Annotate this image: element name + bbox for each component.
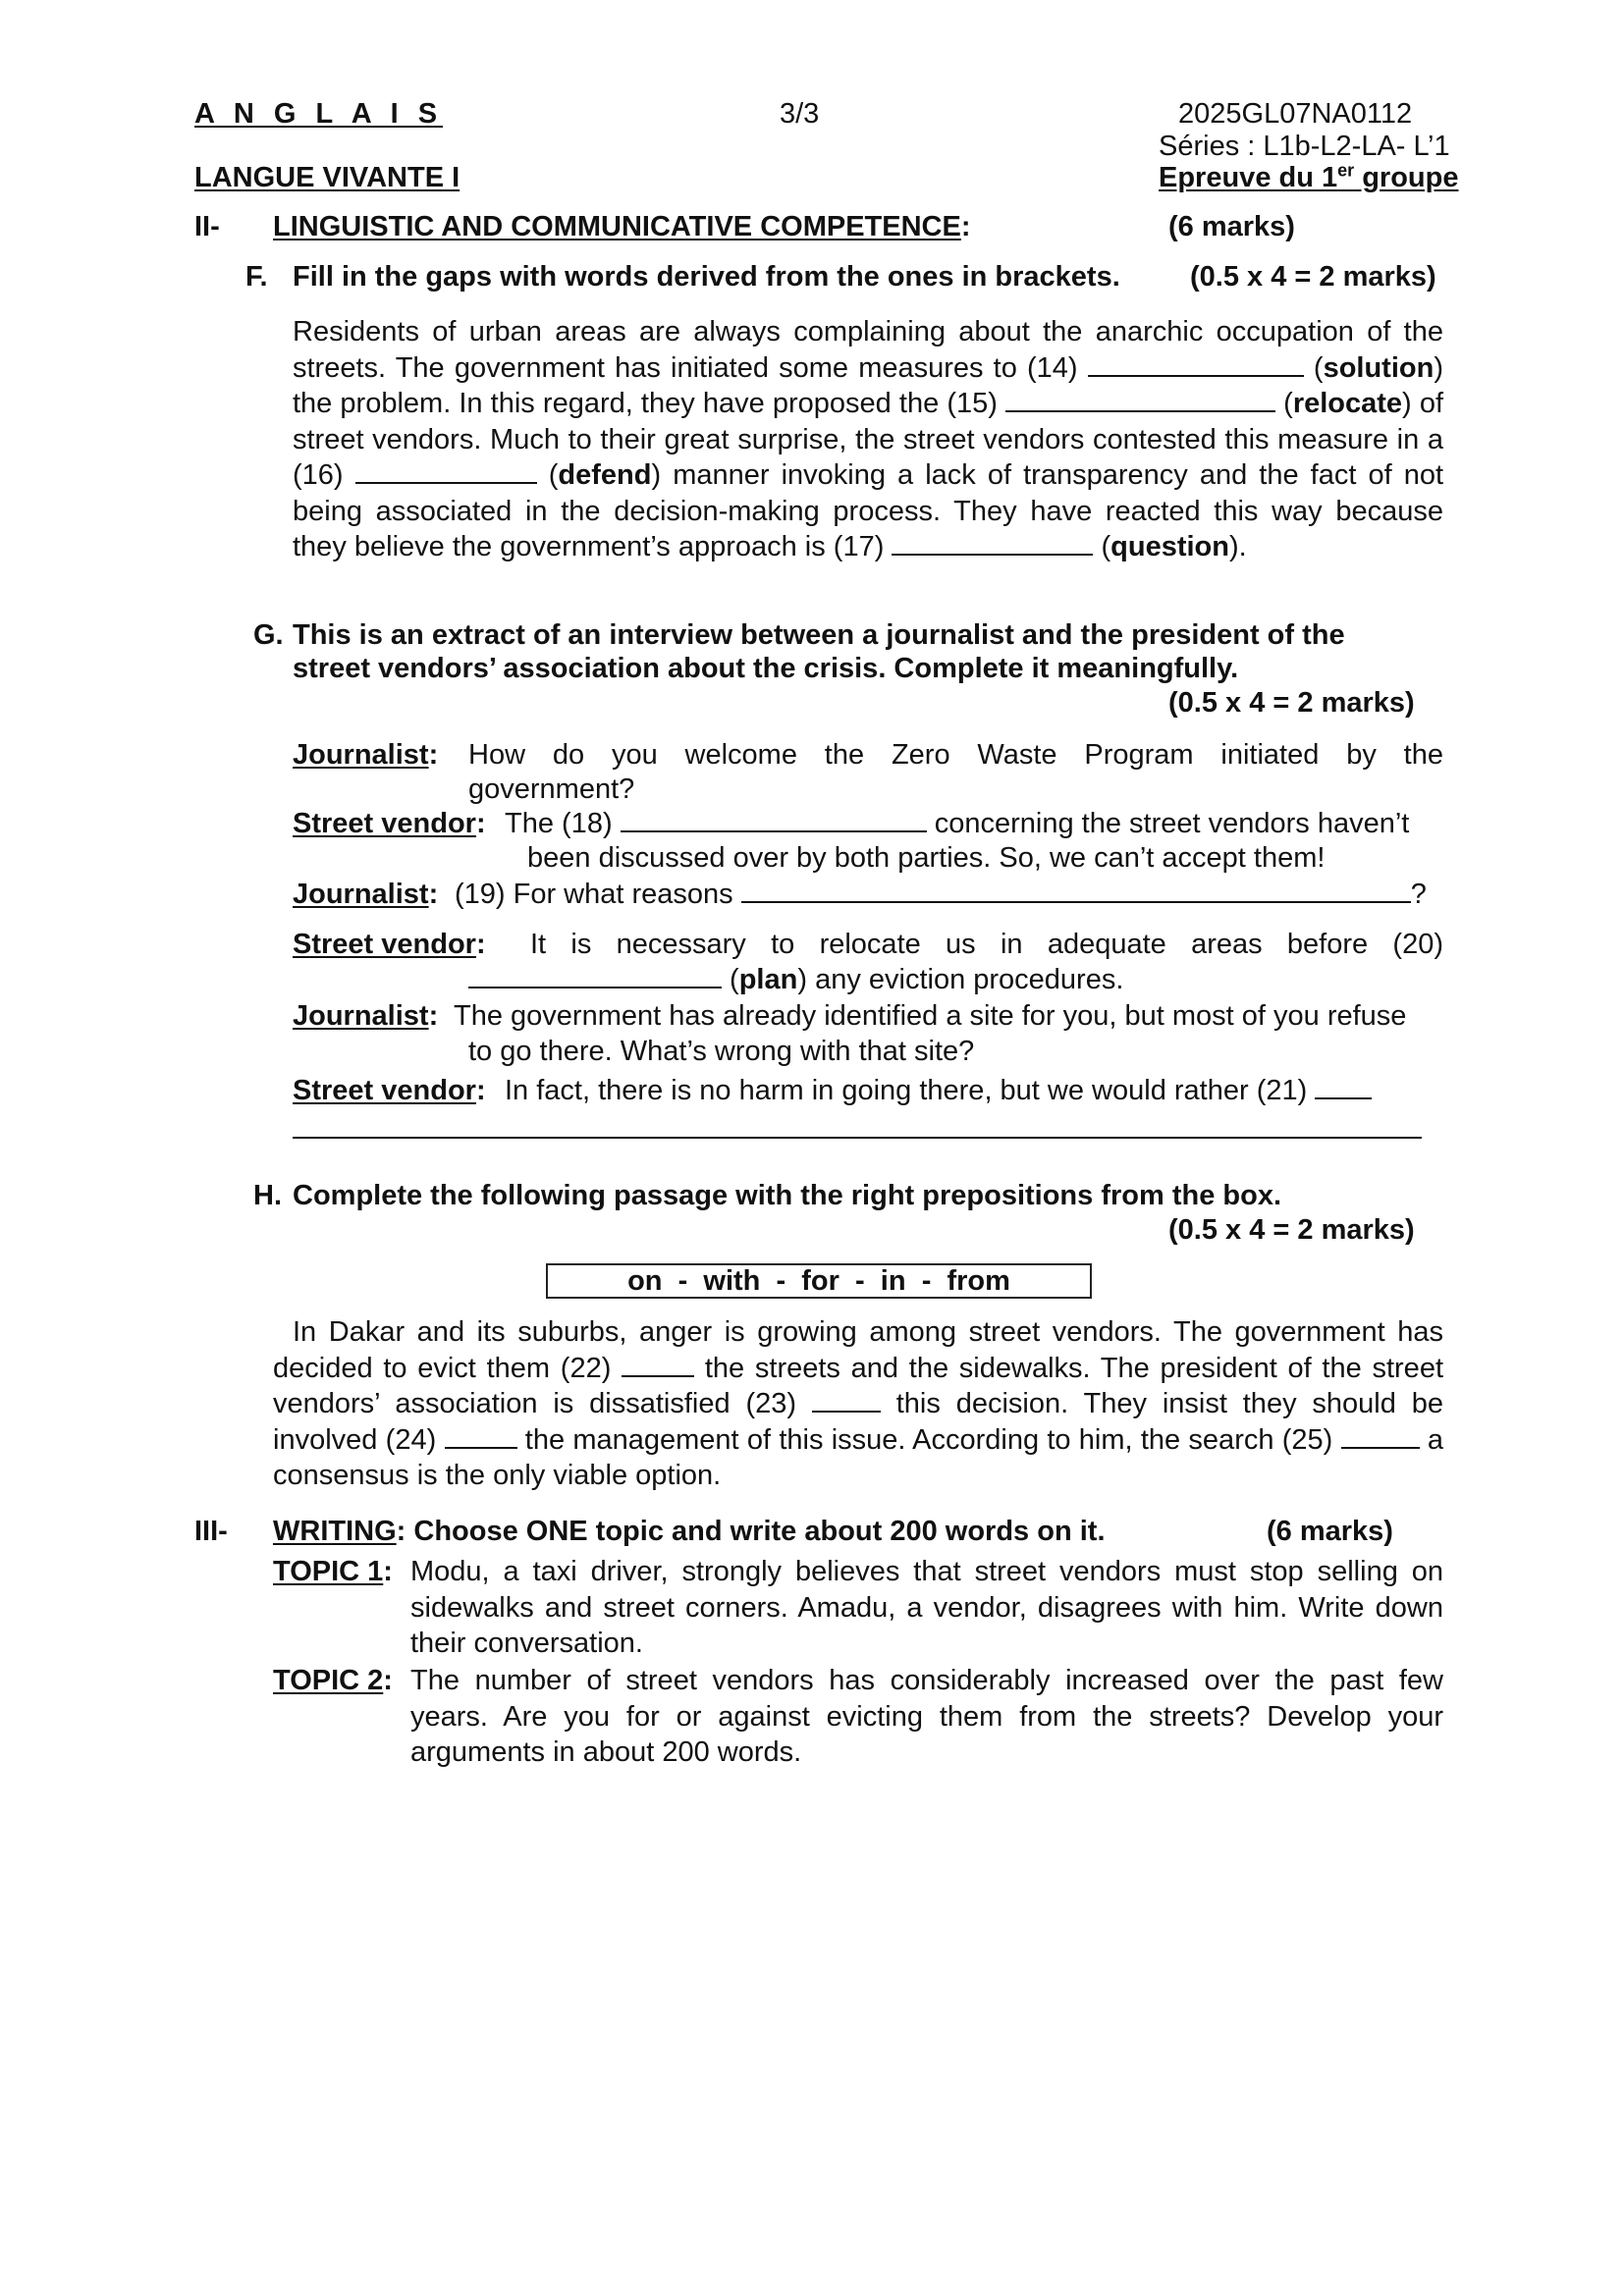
language-label: LANGUE VIVANTE I — [194, 162, 460, 193]
prepositions-list: on - with - for - in - from — [627, 1265, 1010, 1297]
gap-17[interactable] — [892, 532, 1093, 556]
dialogue-line-1-cont: government? — [468, 774, 635, 805]
part-g-instruction-line2: street vendors’ association about the crisis. Complete it meaningfully. — [293, 653, 1239, 684]
exam-code: 2025GL07NA0112 — [1178, 98, 1413, 130]
dialogue-line-6: In fact, there is no harm in going there, but we would rather (21) — [505, 1073, 1372, 1108]
exam-series: Séries : L1b-L2-LA- L’1 — [1159, 131, 1450, 162]
gap-21[interactable] — [1315, 1076, 1372, 1099]
dialogue-line-2: The (18) concerning the street vendors haven’t — [505, 808, 1410, 839]
dialogue-line-5: The government has already identified a site for you, but most of you refuse — [454, 1000, 1407, 1032]
gap-22[interactable] — [622, 1354, 694, 1377]
prepositions-box — [546, 1263, 1092, 1299]
subject-title: A N G L A I S — [194, 98, 444, 130]
dialogue-line-2-cont: been discussed over by both parties. So, we can’t accept them! — [527, 842, 1326, 874]
dialogue-line-4-cont: (plan) any eviction procedures. — [468, 962, 1123, 997]
page-number: 3/3 — [780, 98, 820, 130]
speaker-journalist: Journalist: — [293, 879, 439, 910]
gap-21-continuation[interactable] — [293, 1137, 1422, 1139]
speaker-vendor: Street vendor: — [293, 808, 486, 839]
gap-25[interactable] — [1341, 1425, 1420, 1449]
part-f-instruction: Fill in the gaps with words derived from the ones in brackets. — [293, 261, 1120, 293]
gap-19[interactable] — [741, 880, 1411, 903]
section-2-number: II- — [194, 211, 220, 242]
part-f-marks: (0.5 x 4 = 2 marks) — [1190, 261, 1436, 293]
gap-14[interactable] — [1088, 353, 1304, 377]
speaker-vendor: Street vendor: — [293, 929, 486, 960]
gap-20[interactable] — [468, 965, 722, 988]
section-3-marks: (6 marks) — [1267, 1516, 1393, 1547]
part-f-passage: Residents of urban areas are always complaining about the anarchic occupation of the streets. The government has initiated some measures to (14) (solution) the problem. In this regard, they have proposed the (15) (relocate) of street vendors. Much to their great surprise, the street vendors contested this measure in a (16) (defend) manner invoking a lack of transparency and the fact of not being associated in the decision-making process. They have reacted this way because they believe the government’s approach is (17) (question). — [293, 316, 1444, 562]
dialogue-line-4: It is necessary to relocate us in adequate areas before (20) — [530, 929, 1443, 960]
topic-2-text: The number of street vendors has considerably increased over the past few years. Are you for or against evicting them from the streets? Develop your arguments in about 200 words. — [410, 1665, 1443, 1768]
section-3-title: WRITING: Choose ONE topic and write about 200 words on it. — [273, 1516, 1106, 1547]
part-h-marks: (0.5 x 4 = 2 marks) — [1168, 1214, 1415, 1246]
epreuve-label: Epreuve du 1er groupe — [1159, 160, 1459, 193]
gap-18[interactable] — [621, 809, 927, 832]
dialogue-line-1: How do you welcome the Zero Waste Program initiated by the — [468, 739, 1443, 771]
speaker-journalist: Journalist: — [293, 1000, 439, 1032]
part-g-marks: (0.5 x 4 = 2 marks) — [1168, 687, 1415, 719]
topic-1-text: Modu, a taxi driver, strongly believes that street vendors must stop selling on sidewalks and street corners. Amadu, a vendor, disagrees with him. Write down their conversation. — [410, 1556, 1443, 1659]
topic-1-label: TOPIC 1: — [273, 1556, 393, 1587]
part-h-letter: H. — [253, 1180, 282, 1211]
part-f-letter: F. — [245, 261, 268, 293]
part-h-instruction: Complete the following passage with the right prepositions from the box. — [293, 1180, 1281, 1211]
section-2-marks: (6 marks) — [1168, 211, 1295, 242]
gap-24[interactable] — [445, 1425, 517, 1449]
speaker-journalist: Journalist: — [293, 739, 439, 771]
dialogue-line-5-cont: to go there. What’s wrong with that site? — [468, 1036, 975, 1067]
section-3-number: III- — [194, 1516, 228, 1547]
topic-2-label: TOPIC 2: — [273, 1665, 393, 1696]
gap-23[interactable] — [812, 1389, 881, 1413]
gap-16[interactable] — [355, 460, 537, 484]
section-2-title: LINGUISTIC AND COMMUNICATIVE COMPETENCE: — [273, 211, 971, 242]
dialogue-line-3: (19) For what reasons ? — [455, 879, 1427, 910]
part-h-passage: In Dakar and its suburbs, anger is growing among street vendors. The government has decided to evict them (22) the streets and the sidewalks. The president of the street vendors’ association is dissatisfied (23) this decision. They insist they should be involved (24) the management of this issue. According to him, the search (25) a consensus is the only viable option. — [273, 1316, 1444, 1491]
gap-15[interactable] — [1005, 389, 1275, 412]
part-g-letter: G. — [253, 619, 284, 651]
speaker-vendor: Street vendor: — [293, 1075, 486, 1106]
part-g-instruction-line1: This is an extract of an interview between a journalist and the president of the — [293, 619, 1345, 651]
